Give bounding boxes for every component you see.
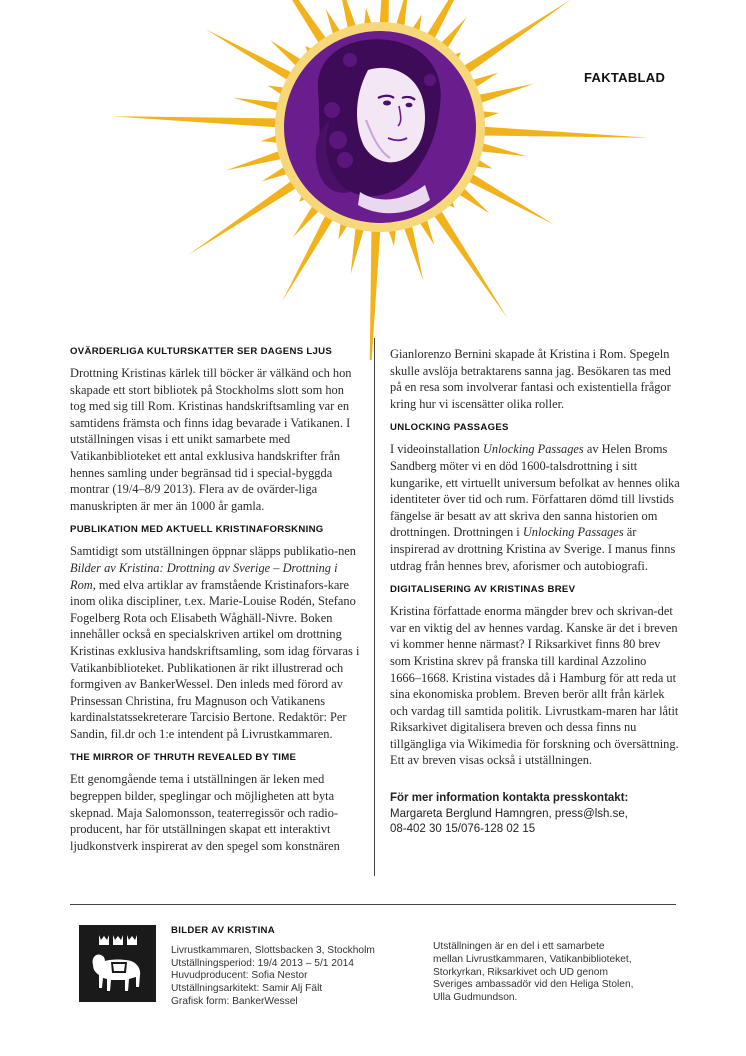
work-title: Unlocking Passages	[522, 525, 624, 540]
section-text-continued: Gianlorenzo Bernini skapade åt Kristina i Rom. Spegeln skulle avslöja betraktarens sanna jag. Besökaren tas med på en resa som involverar fantasi och existentiella frågor kring hur vi iscensätter olika roller.	[390, 347, 671, 411]
contact-heading: För mer information kontakta presskontakt:	[390, 792, 629, 805]
column-divider	[374, 338, 375, 876]
section-heading: THE MIRROR OF THRUTH REVEALED BY TIME	[70, 752, 297, 764]
sun-ray	[475, 84, 534, 105]
footer-collab-line: Ulla Gudmundson.	[433, 992, 518, 1004]
text-run: är inspirerad av drottning Kristina av Sverige. I manus finns utdrag från hennes brev, aforismer och autobiografi.	[390, 525, 676, 573]
text-run: Samtidigt som utställningen öppnar släpps publikatio-nen	[70, 544, 356, 559]
section-text: Kristina författade enorma mängder brev och skrivan-det var en viktig del av hennes vardag. Kanske är det i breven vi kommer henne närmast? I Riksarkivet finns 80 brev som Kristina skrev på franska till kardinal Azzolino 1666–1668. Kristina vistades då i Hamburg för att reda ut sina ekonomiska problem. Breven berör allt från kärlek och vardag till samtida politik. Livrustkam-maren har låtit Riksarkivet digitalisera breven och dessa finns nu tillgängliga via Wikimedia för forskning och översättning. Ett av breven visas också i utställningen.	[390, 604, 679, 768]
sun-ray	[403, 222, 424, 281]
sun-ray	[189, 179, 300, 255]
sun-ray	[351, 224, 365, 274]
sun-ray	[432, 208, 508, 319]
contact-email-line: Margareta Berglund Hamngren, press@lsh.se,	[390, 807, 628, 820]
sun-ray	[461, 0, 572, 75]
work-title: Unlocking Passages	[482, 442, 584, 457]
sun-ray	[477, 142, 527, 156]
footer-collab-line: mellan Livrustkammaren, Vatikanbiblioteket,	[433, 953, 632, 965]
footer-collab-line: Utställningen är en del i ett samarbete	[433, 941, 605, 952]
footer-exhibition-info	[171, 925, 411, 1009]
section-text	[70, 543, 360, 742]
footer-period: Utställningsperiod: 19/4 2013 – 5/1 2014	[171, 957, 354, 969]
footer-title: BILDER AV KRISTINA	[171, 925, 276, 936]
sun-ray	[480, 127, 650, 138]
sun-ray	[206, 29, 296, 82]
right-column	[390, 346, 680, 838]
section-heading: OVÄRDERLIGA KULTURSKATTER SER DAGENS LJUS	[70, 346, 333, 357]
footer-collaboration	[433, 941, 683, 1005]
footer-producer: Huvudproducent: Sofia Nestor	[171, 970, 308, 982]
section-heading: DIGITALISERING AV KRISTINAS BREV	[390, 584, 576, 596]
sun-ray	[110, 116, 280, 127]
section-heading: PUBLIKATION MED AKTUELL KRISTINAFORSKNING	[70, 524, 324, 536]
left-column	[70, 346, 360, 864]
text-run: av Helen Broms Sandberg möter vi en död 1600-talsdrottning i sitt kungarike, ett virtuellt universum befolkat av hennes olika identiteter över tid och rum. Författaren dömd till livstids fängelse är besatt av att skriva den sanna historien om drottningen. Drottningen i	[390, 442, 680, 540]
sun-ray	[226, 150, 285, 171]
section-text	[390, 441, 680, 574]
footer-divider	[70, 904, 676, 905]
publication-title: Bilder av Kristina: Drottning av Sverige – Drottning i Rom	[70, 560, 338, 592]
section-text: Ett genomgående tema i utställningen är leken med begreppen bilder, speglingar och möjligheten att byta skepnad. Maja Salomonsson, teaterregissör och radio-producent, har för utställningen skapat ett interaktivt ljudkonstverk inspirerat av den spegel som konstnären	[70, 772, 340, 853]
text-run: I videoinstallation	[390, 442, 483, 457]
sunburst-portrait-illustration	[0, 0, 746, 360]
sun-ray	[465, 172, 555, 225]
press-contact	[390, 791, 680, 838]
footer-address: Livrustkammaren, Slottsbacken 3, Stockholm	[171, 944, 375, 956]
livrustkammaren-logo-icon	[79, 925, 156, 1002]
section-text: Drottning Kristinas kärlek till böcker är välkänd och hon skapade ett stort bibliotek på Stockholms slott som hon tog med sig till Rom. Kristinas handskriftsamling var en samtidens främsta och finns idag bevarade i Vatikanen. I utställningen visas i ett unikt samarbete med Vatikanbiblioteket ett antal exklusiva handskrifter från hennes samling under begränsad tid i special-byggda montrar (19/4–8/9 2013). Flera av de ovärder-liga manuskripten är mer än 1000 år gamla.	[70, 366, 352, 513]
sun-ray	[252, 0, 328, 46]
footer-collab-line: Sveriges ambassadör vid den Heliga Stolen,	[433, 979, 634, 991]
contact-phone-line: 08-402 30 15/076-128 02 15	[390, 823, 536, 836]
footer-architect: Utställningsarkitekt: Samir Alj Fält	[171, 983, 323, 995]
sun-ray	[233, 98, 283, 112]
section-heading: UNLOCKING PASSAGES	[390, 422, 509, 434]
page-label: FAKTABLAD	[584, 70, 666, 85]
footer-design: Grafisk form: BankerWessel	[171, 995, 298, 1007]
sun-ray	[282, 212, 335, 302]
text-run: , med elva artiklar av framstående Kristinafors-kare inom olika discipliner, t.ex. Marie-Louise Rodén, Stefano Fogelberg Rota och Elisabeth Wåghäll-Nivre. Boken innehåller också en specialskriven artikel om drottning Kristinas exklusiva handskriftsamling, som idag förvaras i Vatikanbiblioteket. Publikationen är rikt illustrerad och formgiven av BankerWessel. Den inleds med förord av Prinsessan Christina, fru Magnuson och Vatikanens kardinalstatssekreterare Tarcisio Bertone. Redaktör: Per Sandin, fil.dr och 1:e intendent på Livrustkammaren.	[70, 577, 360, 741]
footer-collab-line: Storkyrkan, Riksarkivet och UD genom	[433, 966, 608, 978]
